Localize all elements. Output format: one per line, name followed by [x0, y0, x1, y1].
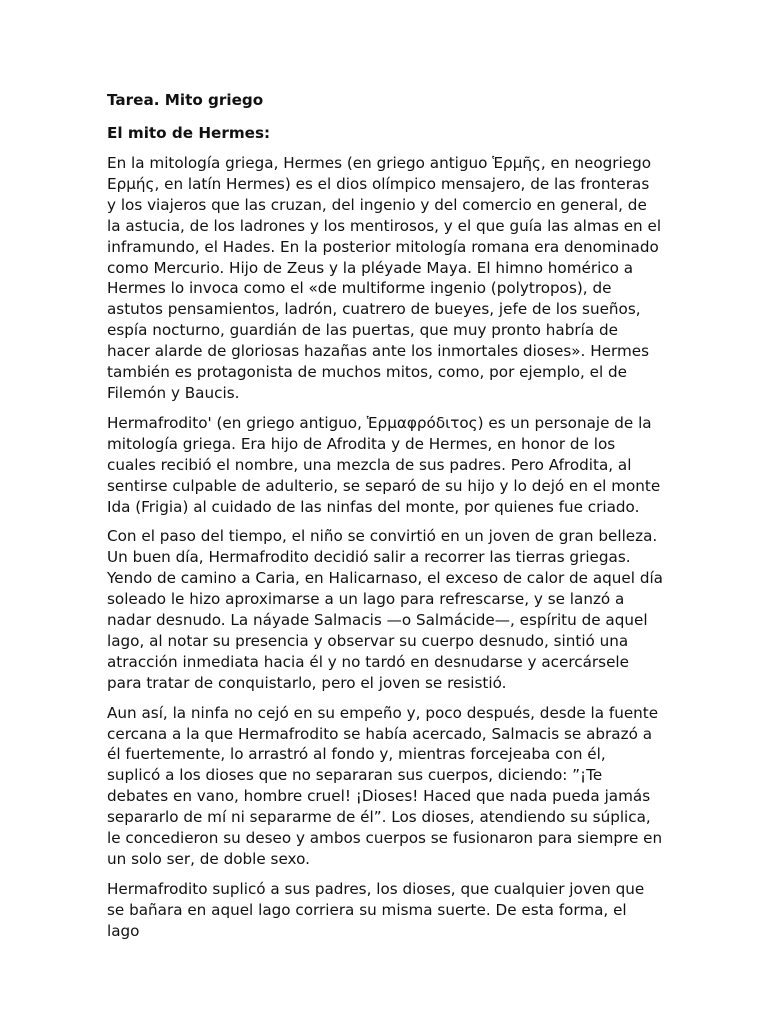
paragraph-lago: Hermafrodito suplicó a sus padres, los dioses, que cualquier joven que se bañara en aquel lago corriera su misma suerte. De esta forma, el lago [107, 879, 645, 940]
paragraph-hermes: En la mitología griega, Hermes (en griego antiguo Ἑρμῆς, en neogriego Ερμής, en latín Hermes) es el dios olímpico mensajero, de las fronteras y los viajeros que las cruzan, del ingenio y del comercio en general, de la astucia, de los ladrones y los mentirosos, y el que guía las almas en el inframundo, el Hades. En la posterior mitología romana era denominado como Mercurio. Hijo de Zeus y la pléyade Maya. El himno homérico a Hermes lo invoca como el «de multiforme ingenio (polytropos), de astutos pensamientos, ladrón, cuatrero de bueyes, jefe de los sueños, espía nocturno, guardián de las puertas, que muy pronto habría de hacer alarde de gloriosas hazañas ante los inmortales dioses». Hermes también es protagonista de muchos mitos, como, por ejemplo, el de Filemón y Baucis. [107, 154, 662, 402]
paragraph-ninfa: Aun así, la ninfa no cejó en su empeño y, poco después, desde la fuente cercana a la que Hermafrodito se había acercado, Salmacis se abrazó a él fuertemente, lo arrastró al fondo y, mientras forcejeaba con él, suplicó a los dioses que no separaran sus cuerpos, diciendo: ”¡Te debates en vano, hombre cruel! ¡Dioses! Haced que nada pueda jamás separarlo de mí ni separarme de él”. Los dioses, atendiendo su súplica, le concedieron su deseo y ambos cuerpos se fusionaron para siempre en un solo ser, de doble sexo. [107, 703, 663, 868]
paragraph-joven-belleza: Con el paso del tiempo, el niño se convirtió en un joven de gran belleza. Un buen día, Hermafrodito decidió salir a recorrer las tierras griegas. Yendo de camino a Caria, en Halicarnaso, el exceso de calor de aquel día soleado le hizo aproximarse a un lago para refrescarse, y se lanzó a nadar desnudo. La náyade Salmacis —o Salmácide—, espíritu de aquel lago, al notar su presencia y observar su cuerpo desnudo, sintió una atracción inmediata hacia él y no tardó en desnudarse y acercársele para tratar de conquistarlo, pero el joven se resistió. [107, 527, 663, 692]
document-page [107, 88, 663, 951]
paragraph-hermafrodito: Hermafrodito' (en griego antiguo, Ἑρμαφρόδιτος) es un personaje de la mitología griega. Era hijo de Afrodita y de Hermes, en honor de los cuales recibió el nombre, una mezcla de sus padres. Pero Afrodita, al sentirse culpable de adulterio, se separó de su hijo y lo dejó en el monte Ida (Frigia) al cuidado de las ninfas del monte, por quienes fue criado. [107, 413, 661, 516]
document-title: Tarea. Mito griego [107, 91, 264, 109]
section-heading: El mito de Hermes: [107, 124, 271, 142]
